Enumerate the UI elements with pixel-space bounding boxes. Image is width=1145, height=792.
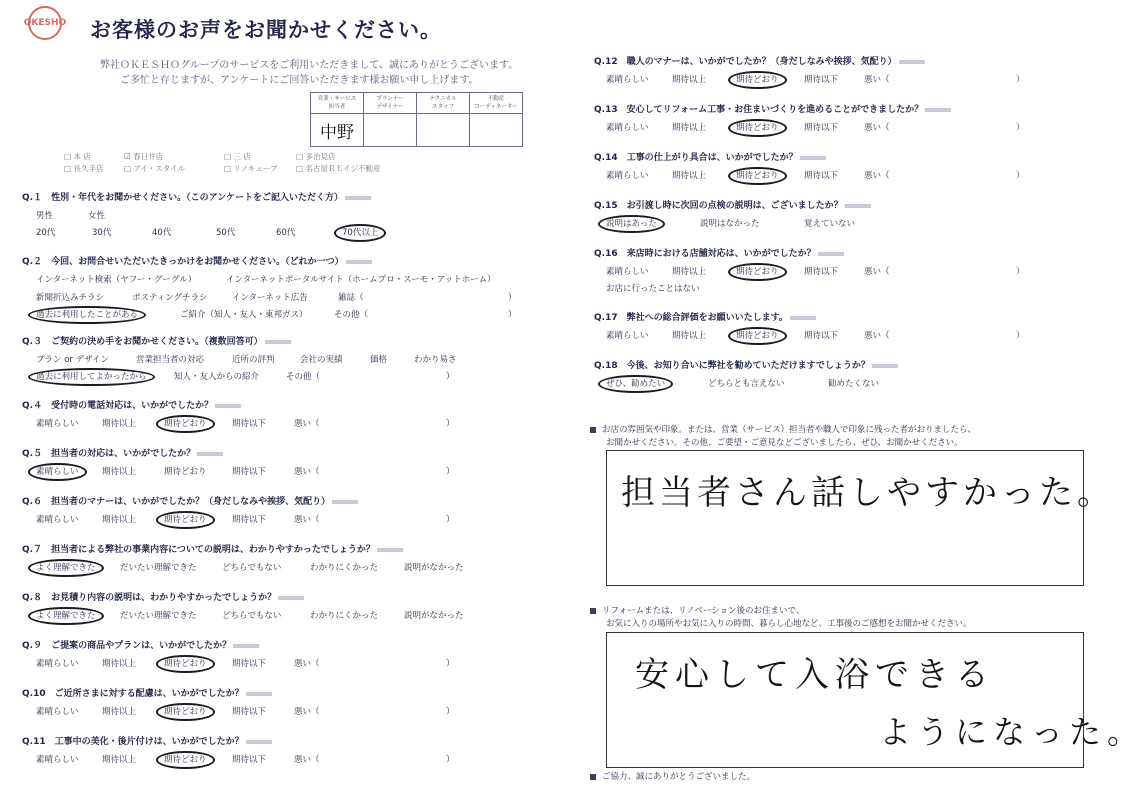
q1-age-40[interactable]: 40代 [152, 228, 172, 238]
q2-portal-site[interactable]: インターネットポータルサイト（ホームプロ・スーモ・アットホーム） [226, 275, 496, 285]
q16-label: Q.16 来店時における店舗対応は、いかがでしたか？ [594, 246, 844, 259]
q2-newspaper[interactable]: 新聞折込みチラシ [36, 293, 105, 303]
q13-label: Q.13 安心してリフォーム工事・お住まいづくりを進めることができましたか？ [594, 102, 951, 115]
comment1-prompt-2: お聞かせください。その他、ご要望・ご意見などございましたら、ぜひ、お聞かせください。 [606, 438, 963, 448]
q12-label: Q.12 職人のマナーは、いかがでしたか？（身だしなみや挨拶、気配り） [594, 54, 925, 67]
q18-not-recommend[interactable]: 勧めたくない [828, 379, 880, 389]
q4-bad-close: ） [446, 419, 455, 429]
q9-below[interactable]: 期待以下 [232, 659, 267, 669]
q14-as-expected[interactable]: 期待どおり [736, 169, 779, 181]
q12-bad[interactable]: 悪い（ [864, 75, 890, 85]
q12-as-expected[interactable]: 期待どおり [736, 73, 779, 85]
q7-unclear[interactable]: わかりにくかった [310, 563, 379, 573]
q18-label: Q.18 今後、お知り合いに弊社を勧めていただけますでしょうか？ [594, 358, 898, 371]
q16-as-expected[interactable]: 期待どおり [736, 265, 779, 277]
comment2-prompt-1: リフォームまたは、リノベーション後のお住まいで、 [590, 604, 804, 616]
q1-age-30[interactable]: 30代 [92, 228, 112, 238]
q5-as-expected[interactable]: 期待どおり [164, 467, 207, 477]
staff-header-realestate: 不動産 コーディネーター [470, 93, 523, 114]
q1-age-60[interactable]: 60代 [276, 228, 296, 238]
q7-mostly[interactable]: だいたい理解できた [120, 563, 197, 573]
q11-bad[interactable]: 悪い（ [294, 755, 320, 765]
q13-above[interactable]: 期待以上 [672, 123, 707, 133]
q2-other[interactable]: その他（ [334, 310, 369, 320]
q2-label: Q.２ 今回、お問合せいただいたきっかけをお聞かせください。（どれか一つ） [22, 254, 372, 267]
q8-none[interactable]: 説明がなかった [404, 611, 464, 621]
q6-as-expected[interactable]: 期待どおり [164, 513, 207, 525]
q3-label: Q.３ ご契約の決め手をお聞かせください。（複数回答可） [22, 334, 291, 347]
staff-header-sales: 営業・サービス 担当者 [311, 93, 364, 114]
staff-table [310, 92, 523, 147]
q12-bad-close: ） [1016, 75, 1025, 85]
q8-label: Q.８ お見積り内容の説明は、わかりやすかったでしょうか？ [22, 590, 304, 603]
q17-bad[interactable]: 悪い（ [864, 331, 890, 341]
comment1-box[interactable] [606, 450, 1115, 586]
q3-price[interactable]: 価格 [370, 355, 388, 365]
q11-bad-close: ） [446, 755, 455, 765]
q17-excellent[interactable]: 素晴らしい [606, 331, 649, 341]
q14-label: Q.14 工事の仕上がり具合は、いかがでしたか？ [594, 150, 826, 163]
q12-below[interactable]: 期待以下 [804, 75, 839, 85]
q6-bad[interactable]: 悪い（ [294, 515, 320, 525]
q10-as-expected[interactable]: 期待どおり [164, 705, 207, 717]
q1-female[interactable]: 女性 [88, 211, 106, 221]
q12-excellent[interactable]: 素晴らしい [606, 75, 649, 85]
q16-above[interactable]: 期待以上 [672, 267, 707, 277]
q13-bad[interactable]: 悪い（ [864, 123, 890, 133]
q3-past-use[interactable]: 過去に利用してよかったから [36, 370, 147, 382]
q17-label: Q.17 弊社への総合評価をお願いいたします。 [594, 310, 816, 323]
q10-below[interactable]: 期待以下 [232, 707, 267, 717]
q11-as-expected[interactable]: 期待どおり [164, 753, 207, 765]
q2-other-close: ） [508, 310, 517, 320]
q16-excellent[interactable]: 素晴らしい [606, 267, 649, 277]
q10-bad[interactable]: 悪い（ [294, 707, 320, 717]
staff-value-sales: 中野 [311, 114, 364, 147]
q7-understood[interactable]: よく理解できた [36, 561, 96, 573]
q3-sales-staff[interactable]: 営業担当者の対応 [136, 355, 205, 365]
q1-male[interactable]: 男性 [36, 211, 54, 221]
store-tajimi[interactable]: □ 多治見店 [296, 152, 336, 161]
q6-bad-close: ） [446, 515, 455, 525]
comment1-prompt-1: お店の雰囲気や印象。または、営業（サービス）担当者や職人で印象に残った者がおりましたら、 [590, 423, 976, 435]
q18-neutral[interactable]: どちらとも言えない [708, 379, 785, 389]
page-title: お客様のお声をお聞かせください。 [90, 18, 442, 42]
q8-neutral[interactable]: どちらでもない [222, 611, 282, 621]
q11-above[interactable]: 期待以上 [102, 755, 137, 765]
q9-bad[interactable]: 悪い（ [294, 659, 320, 669]
q17-as-expected[interactable]: 期待どおり [736, 329, 779, 341]
store-nagakute[interactable]: □ 長久手店 [64, 164, 104, 173]
q15-label: Q.15 お引渡し時に次回の点検の説明は、ございましたか？ [594, 198, 871, 211]
store-nagoya-re[interactable]: □ 名古屋ＲＥイジ不動産 [296, 164, 381, 173]
q16-below[interactable]: 期待以下 [804, 267, 839, 277]
q6-below[interactable]: 期待以下 [232, 515, 267, 525]
q3-plan-design[interactable]: プラン or デザイン [36, 355, 110, 365]
comment2-answer-line1: 安心して入浴できる [635, 655, 995, 695]
q2-internet-ad[interactable]: インターネット広告 [232, 293, 308, 303]
q3-friend-referral[interactable]: 知人・友人からの紹介 [174, 372, 260, 382]
q2-posting[interactable]: ポスティングチラシ [132, 293, 208, 303]
store-kasugai[interactable]: ☑ 春日井店 [124, 152, 164, 161]
comment2-prompt-2: お気に入りの場所やお気に入りの時間、暮らし心地など、工事後のご感想をお聞かせください。 [606, 619, 972, 629]
q5-label: Q.５ 担当者の対応は、いかがでしたか？ [22, 446, 223, 459]
q6-label: Q.６ 担当者のマナーは、いかがでしたか？（身だしなみや挨拶、気配り） [22, 494, 358, 507]
q14-bad[interactable]: 悪い（ [864, 171, 890, 181]
q5-bad[interactable]: 悪い（ [294, 467, 320, 477]
q5-below[interactable]: 期待以下 [232, 467, 267, 477]
q9-label: Q.９ ご提案の商品やプランは、いかがでしたか？ [22, 638, 259, 651]
q10-excellent[interactable]: 素晴らしい [36, 707, 79, 717]
q9-as-expected[interactable]: 期待どおり [164, 657, 207, 669]
q15-explained[interactable]: 説明はあった [606, 217, 657, 229]
q10-above[interactable]: 期待以上 [102, 707, 137, 717]
q14-bad-close: ） [1016, 171, 1025, 181]
q5-above[interactable]: 期待以上 [102, 467, 137, 477]
q13-bad-close: ） [1016, 123, 1025, 133]
q2-past-use[interactable]: 過去に利用したことがある [36, 308, 138, 320]
q13-as-expected[interactable]: 期待どおり [736, 121, 779, 133]
q4-bad[interactable]: 悪い（ [294, 419, 320, 429]
q2-referral[interactable]: ご紹介（知人・友人・東邦ガス） [180, 310, 308, 320]
q18-recommend[interactable]: ぜひ、勧めたい [606, 377, 665, 389]
company-logo: OKESHO [28, 6, 62, 40]
q17-bad-close: ） [1016, 331, 1025, 341]
q2-magazine-close: ） [508, 293, 517, 303]
q14-below[interactable]: 期待以下 [804, 171, 839, 181]
q3-company-record[interactable]: 会社の実績 [300, 355, 343, 365]
comment2-answer-line2: ようになった。 [879, 713, 1145, 751]
q13-below[interactable]: 期待以下 [804, 123, 839, 133]
q1-age-70plus[interactable]: 70代以上 [342, 226, 378, 238]
staff-value-realestate [470, 114, 523, 147]
q9-bad-close: ） [446, 659, 455, 669]
q10-label: Q.10 ご近所さまに対する配慮は、いかがでしたか？ [22, 686, 272, 699]
q3-clarity[interactable]: わかり易さ [414, 355, 457, 365]
q4-excellent[interactable]: 素晴らしい [36, 419, 79, 429]
staff-value-planner [364, 114, 417, 147]
q4-as-expected[interactable]: 期待どおり [164, 417, 207, 429]
q1-label: Q.１ 性別・年代をお聞かせください。（このアンケートをご記入いただく方） [22, 190, 371, 203]
q15-dont-remember[interactable]: 覚えていない [804, 219, 856, 229]
store-istyle[interactable]: □ アイ・スタイル [124, 164, 186, 173]
q5-excellent[interactable]: 素晴らしい [36, 465, 79, 477]
comment1-answer: 担当者さん話しやすかった。 [621, 473, 1115, 513]
q13-excellent[interactable]: 素晴らしい [606, 123, 649, 133]
q9-above[interactable]: 期待以上 [102, 659, 137, 669]
q7-neutral[interactable]: どちらでもない [222, 563, 282, 573]
staff-header-technical: テクニカル スタッフ [417, 93, 470, 114]
q16-bad-close: ） [1016, 267, 1025, 277]
q10-bad-close: ） [446, 707, 455, 717]
q16-never-visited[interactable]: お店に行ったことはない [606, 284, 700, 294]
comment2-box[interactable] [606, 632, 1145, 768]
store-honten[interactable]: □ 本 店 [64, 152, 91, 161]
q2-magazine[interactable]: 雑誌（ [338, 293, 364, 303]
q3-neighborhood[interactable]: 近所の評判 [232, 355, 275, 365]
q14-above[interactable]: 期待以上 [672, 171, 707, 181]
q12-above[interactable]: 期待以上 [672, 75, 707, 85]
q17-above[interactable]: 期待以上 [672, 331, 707, 341]
q9-excellent[interactable]: 素晴らしい [36, 659, 79, 669]
thanks-text: ご協力、誠にありがとうございました。 [590, 770, 755, 782]
q8-unclear[interactable]: わかりにくかった [310, 611, 379, 621]
intro-text-1: 弊社ＯＫＥＳＨＯグループのサービスをご利用いただきまして、誠にありがとうございます。 [100, 60, 519, 71]
q11-excellent[interactable]: 素晴らしい [36, 755, 79, 765]
q5-bad-close: ） [446, 467, 455, 477]
q2-internet-search[interactable]: インターネット検索（ヤフー・グーグル） [36, 275, 197, 285]
q8-mostly[interactable]: だいたい理解できた [120, 611, 197, 621]
q15-not-explained[interactable]: 説明はなかった [700, 219, 760, 229]
q3-other-close: ） [446, 372, 455, 382]
q16-bad[interactable]: 悪い（ [864, 267, 890, 277]
q4-below[interactable]: 期待以下 [232, 419, 267, 429]
q7-none[interactable]: 説明がなかった [404, 563, 464, 573]
store-3[interactable]: □ 三 店 [224, 152, 251, 161]
q6-above[interactable]: 期待以上 [102, 515, 137, 525]
q17-below[interactable]: 期待以下 [804, 331, 839, 341]
q8-understood[interactable]: よく理解できた [36, 609, 96, 621]
q4-above[interactable]: 期待以上 [102, 419, 137, 429]
q11-below[interactable]: 期待以下 [232, 755, 267, 765]
q1-age-50[interactable]: 50代 [216, 228, 236, 238]
staff-header-planner: プランナー デザイナー [364, 93, 417, 114]
q7-label: Q.７ 担当者による弊社の事業内容についての説明は、わかりやすかったでしょうか？ [22, 542, 403, 555]
staff-value-technical [417, 114, 470, 147]
q6-excellent[interactable]: 素晴らしい [36, 515, 79, 525]
q11-label: Q.11 工事中の美化・後片付けは、いかがでしたか？ [22, 734, 272, 747]
q1-age-20[interactable]: 20代 [36, 228, 56, 238]
intro-text-2: ご多忙と存じますが、アンケートにご回答いただきます様お願い申し上げます。 [120, 75, 479, 86]
q4-label: Q.４ 受付時の電話対応は、いかがでしたか？ [22, 398, 241, 411]
store-renocube[interactable]: □ リノキューブ [224, 164, 278, 173]
q14-excellent[interactable]: 素晴らしい [606, 171, 649, 181]
q3-other[interactable]: その他（ [286, 372, 321, 382]
